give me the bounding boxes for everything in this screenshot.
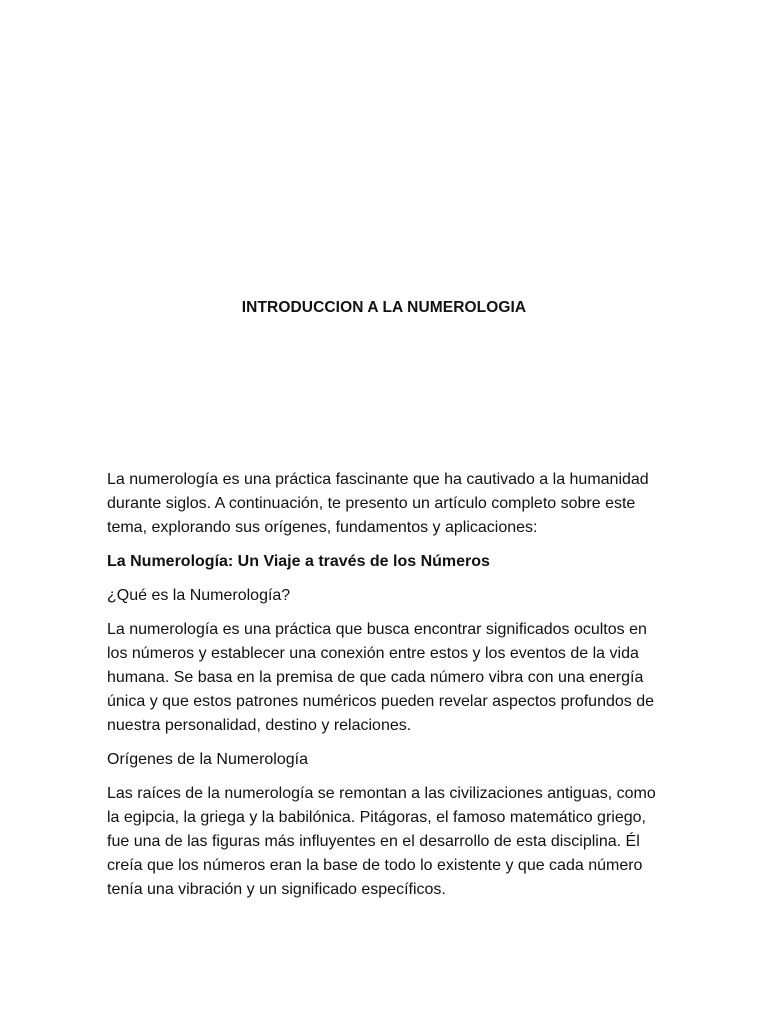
intro-paragraph: La numerología es una práctica fascinante que ha cautivado a la humanidad durante siglos. A continuación, te presento un artículo completo sobre este tema, explorando sus orígenes, fundamentos y aplicaciones: xyxy=(107,471,649,536)
document-body xyxy=(107,468,663,912)
section-heading: La Numerología: Un Viaje a través de los Números xyxy=(107,553,490,570)
subheading-origins: Orígenes de la Numerología xyxy=(107,751,308,768)
document-title: INTRODUCCION A LA NUMEROLOGIA xyxy=(241,299,527,316)
definition-paragraph: La numerología es una práctica que busca encontrar significados ocultos en los números y establecer una conexión entre estos y los eventos de la vida humana. Se basa en la premisa de que cada número vibra con una energía única y que estos patrones numéricos pueden revelar aspectos profundos de nuestra personalidad, destino y relaciones. xyxy=(107,621,655,734)
origins-paragraph: Las raíces de la numerología se remontan a las civilizaciones antiguas, como la egipcia, la griega y la babilónica. Pitágoras, el famoso matemático griego, fue una de las figuras más influyentes en el desarrollo de esta disciplina. Él creía que los números eran la base de todo lo existente y que cada número tenía una vibración y un significado específicos. xyxy=(107,785,656,898)
subheading-what-is: ¿Qué es la Numerología? xyxy=(107,587,291,604)
